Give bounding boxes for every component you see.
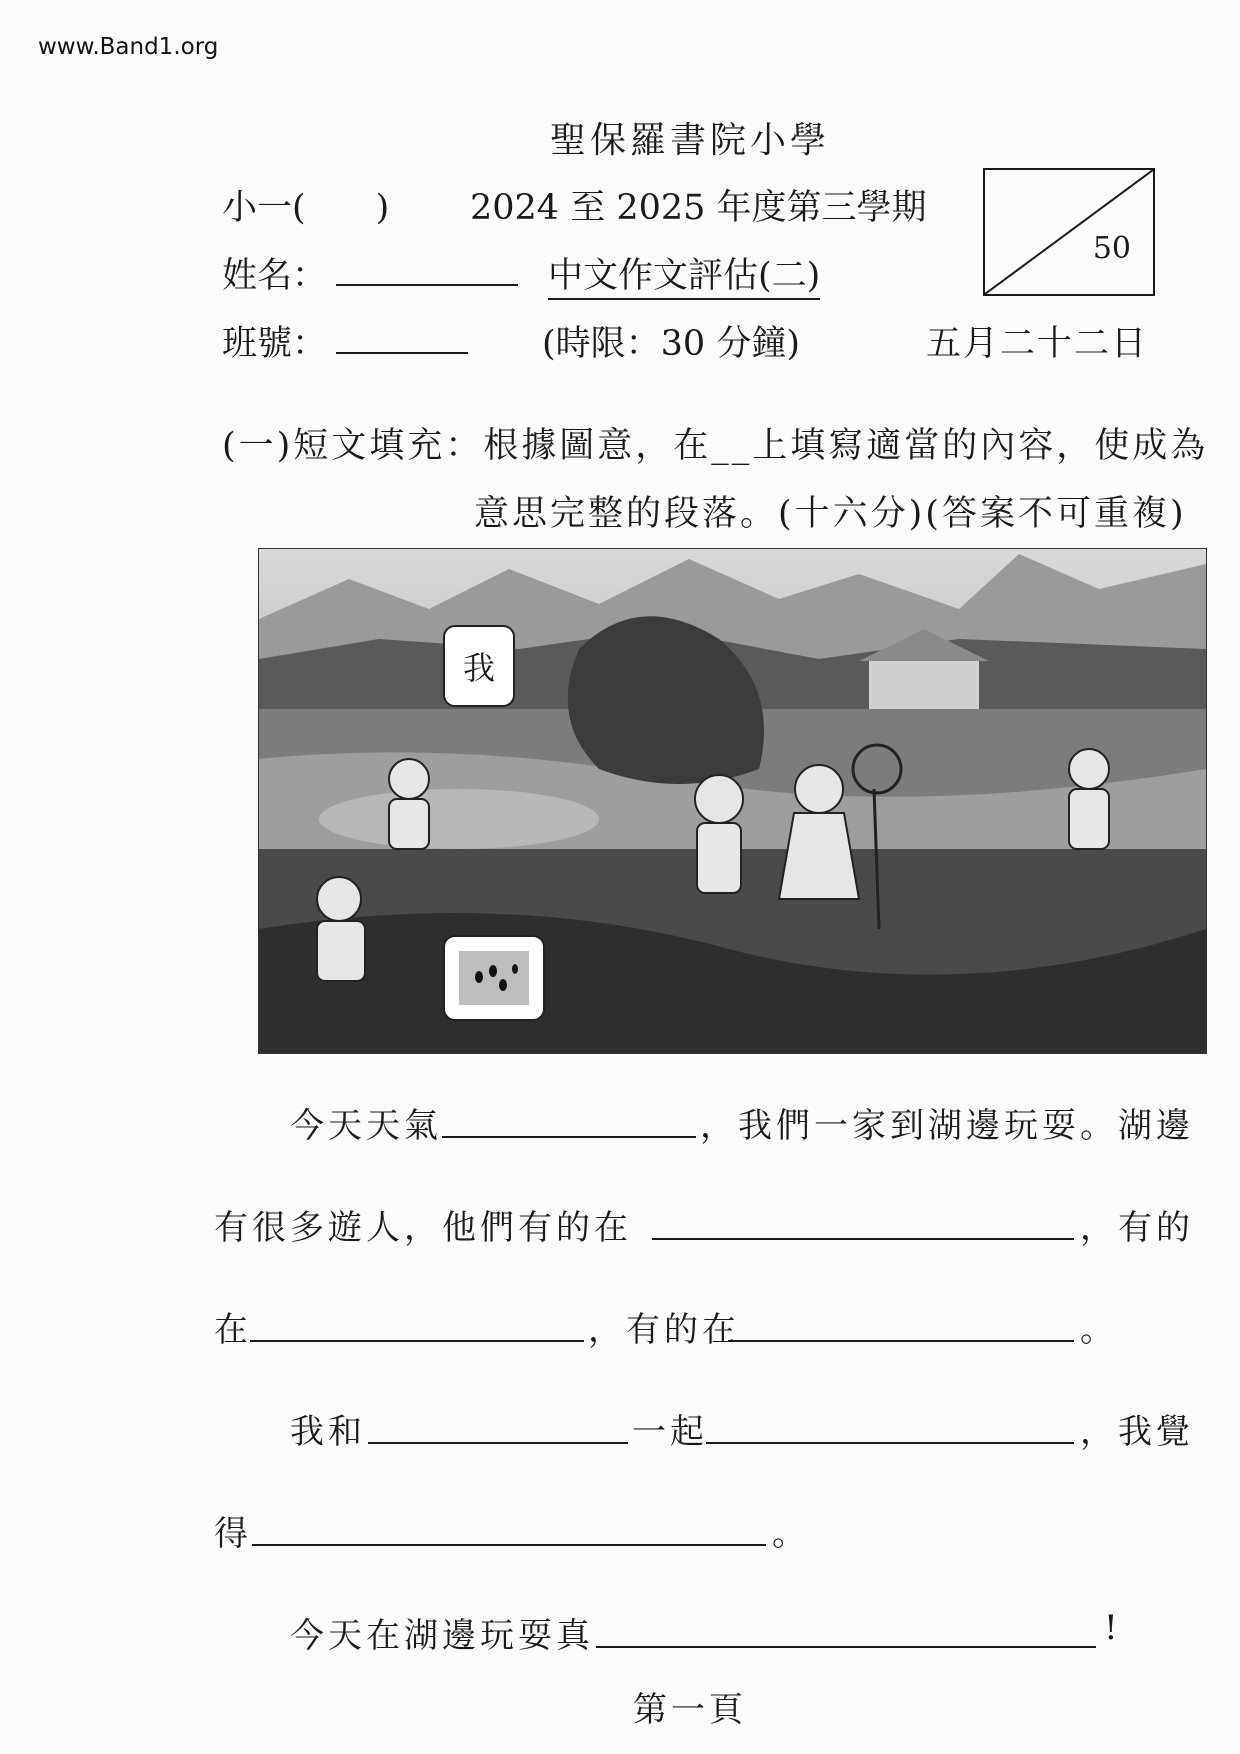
passage-line-3c: 。 <box>1080 1310 1118 1350</box>
blank-activity-3[interactable] <box>728 1340 1074 1342</box>
lakeside-picture <box>258 548 1207 1054</box>
blank-weather[interactable] <box>442 1136 696 1138</box>
blank-feeling[interactable] <box>252 1544 766 1546</box>
assessment-title: 中文作文評估(二) <box>548 248 820 298</box>
blank-conclusion[interactable] <box>596 1646 1096 1648</box>
class-label: 小一( ) <box>222 188 390 228</box>
number-label: 班號： <box>222 324 328 364</box>
blank-together-activity[interactable] <box>706 1442 1074 1444</box>
passage-line-6a: 今天在湖邊玩耍真 <box>290 1616 594 1656</box>
watermark: www.Band1.org <box>38 34 219 60</box>
name-blank[interactable] <box>336 284 518 286</box>
number-blank[interactable] <box>336 352 468 354</box>
passage-line-4a: 我和 <box>290 1412 366 1452</box>
passage-line-1a: 今天天氣 <box>290 1106 442 1146</box>
passage-line-3b: ，有的在 <box>588 1310 740 1350</box>
score-box <box>983 168 1155 296</box>
school-name: 聖保羅書院小學 <box>549 120 830 161</box>
passage-line-2a: 有很多遊人，他們有的在 <box>214 1208 632 1248</box>
ant-bubble <box>443 935 545 1021</box>
blank-activity-1[interactable] <box>652 1238 1074 1240</box>
page-number: 第一頁 <box>633 1690 747 1730</box>
speech-bubble <box>443 625 515 707</box>
passage-line-2b: ，有的 <box>1080 1208 1194 1248</box>
total-score: 50 <box>1092 231 1131 266</box>
speech-bubble-text: 我 <box>462 649 495 687</box>
blank-activity-2[interactable] <box>250 1340 584 1342</box>
passage-line-1b: ，我們一家到湖邊玩耍。湖邊 <box>700 1106 1194 1146</box>
name-label: 姓名： <box>222 256 328 296</box>
instruction-line-1: (一)短文填充：根據圖意，在__上填寫適當的內容，使成為 <box>222 426 1209 466</box>
term-label: 2024 至 2025 年度第三學期 <box>470 188 927 228</box>
ant-icon <box>445 937 543 1019</box>
instruction-line-2: 意思完整的段落。(十六分)(答案不可重複) <box>474 494 1187 534</box>
passage-line-3a: 在 <box>214 1310 252 1350</box>
passage-line-6b: ! <box>1104 1608 1122 1648</box>
time-limit: (時限：30 分鐘) <box>542 324 800 364</box>
exam-date: 五月二十二日 <box>926 324 1149 364</box>
passage-line-4b: 一起 <box>632 1412 708 1452</box>
passage-line-4c: ，我覺 <box>1080 1412 1194 1452</box>
passage-line-5a: 得 <box>214 1514 252 1554</box>
passage-line-5b: 。 <box>772 1514 810 1554</box>
lakeside-scene <box>259 549 1206 1053</box>
blank-companion[interactable] <box>368 1442 628 1444</box>
